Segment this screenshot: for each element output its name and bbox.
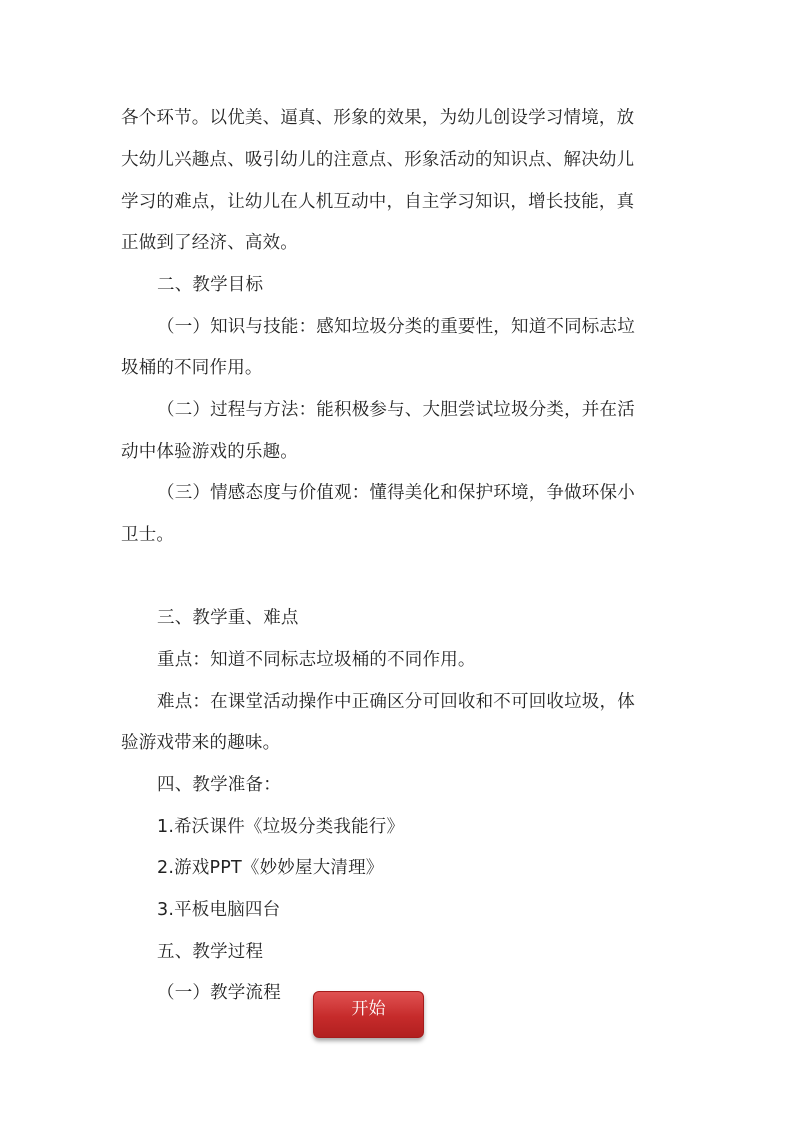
paragraph-line: 大幼儿兴趣点、吸引幼儿的注意点、形象活动的知识点、解决幼儿 (121, 150, 635, 170)
preparation-item-3: 3.平板电脑四台 (157, 900, 281, 920)
paragraph-line: 卫士。 (121, 525, 175, 545)
section-heading-process: 五、教学过程 (157, 942, 264, 962)
key-point: 重点：知道不同标志垃圾桶的不同作用。 (157, 650, 476, 670)
paragraph-line: 各个环节。以优美、逼真、形象的效果，为幼儿创设学习情境，放 (121, 108, 635, 128)
paragraph-line: 正做到了经济、高效。 (121, 233, 298, 253)
process-subheading: （一）教学流程 (157, 983, 281, 1003)
section-heading-objectives: 二、教学目标 (157, 275, 264, 295)
paragraph-line: 学习的难点，让幼儿在人机互动中，自主学习知识，增长技能，真 (121, 192, 635, 212)
paragraph-line: 圾桶的不同作用。 (121, 358, 263, 378)
preparation-item-1: 1.希沃课件《垃圾分类我能行》 (157, 817, 405, 837)
preparation-item-2: 2.游戏PPT《妙妙屋大清理》 (157, 858, 384, 878)
objective-emotion: （三）情感态度与价值观：懂得美化和保护环境，争做环保小 (157, 483, 635, 503)
section-heading-key-points: 三、教学重、难点 (157, 608, 299, 628)
objective-knowledge: （一）知识与技能：感知垃圾分类的重要性，知道不同标志垃 (157, 317, 635, 337)
difficult-point: 难点：在课堂活动操作中正确区分可回收和不可回收垃圾，体 (157, 692, 635, 712)
paragraph-line: 验游戏带来的趣味。 (121, 733, 281, 753)
start-button[interactable]: 开始 (313, 991, 424, 1038)
objective-process: （二）过程与方法：能积极参与、大胆尝试垃圾分类，并在活 (157, 400, 635, 420)
section-heading-preparation: 四、教学准备： (157, 775, 281, 795)
paragraph-line: 动中体验游戏的乐趣。 (121, 442, 298, 462)
